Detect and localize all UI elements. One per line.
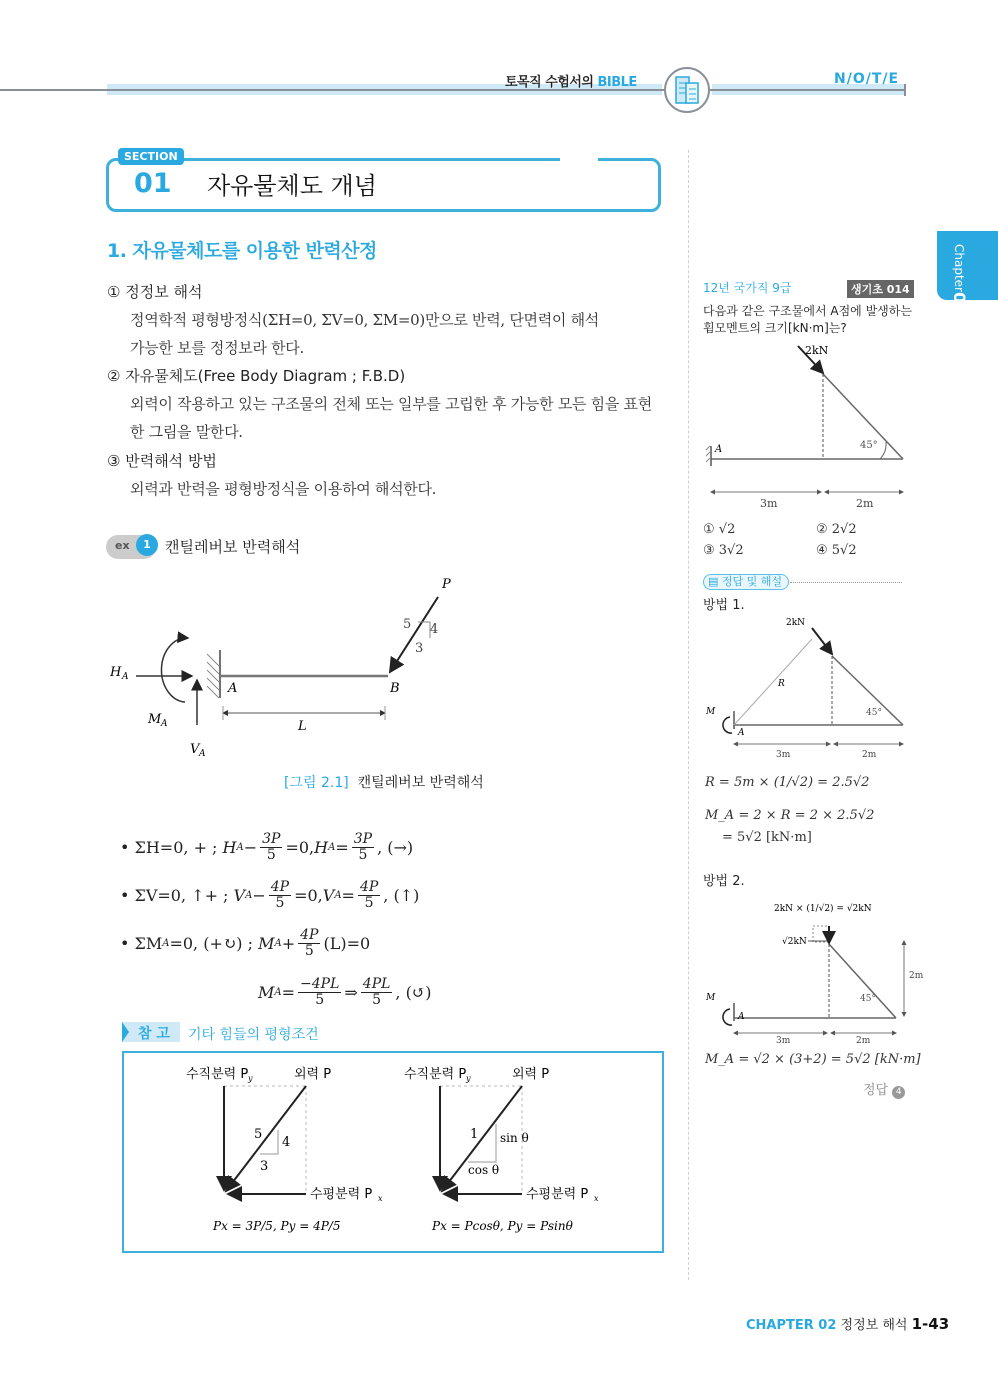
q-dim2: 2m (856, 497, 874, 510)
item-2-line-2: 한 그림을 말한다. (130, 423, 243, 441)
example-label: ex (115, 539, 130, 552)
m2-line: M_A = √2 × (3+2) = 5√2 [kN·m] (705, 1052, 921, 1067)
question-figure (700, 342, 915, 512)
page-footer (746, 1314, 949, 1333)
m1-a: A (738, 728, 745, 738)
eq1-dir: , (→) (377, 838, 414, 858)
q-a-label: A (715, 444, 723, 455)
m1-dim1: 3m (776, 750, 791, 760)
equation-sum-h: • ΣH=0, + ; H A − $\frac{3P}{5}$ =0, H A = $\frac{3P}{5}$ , (→) (120, 831, 414, 864)
m1-dim2: 2m (862, 750, 877, 760)
eq4-arrow: ⇒ (344, 983, 358, 1003)
eq4-num: −4PL (300, 976, 340, 992)
ref-right-formula: Px = Pcosθ, Py = Psinθ (432, 1219, 573, 1233)
q-angle-label: 45° (860, 440, 878, 451)
eq1-lead: • ΣH=0, (120, 838, 189, 858)
reference-right-diagram (396, 1058, 656, 1248)
eq2-lhs2: V (322, 886, 335, 906)
moment-arrow (723, 717, 732, 733)
reference-tag: 참 고 (138, 1026, 170, 1042)
answer (863, 1079, 905, 1099)
header-title-prefix: 토목직 수험서의 (505, 75, 594, 90)
header-title (505, 71, 637, 90)
footer-title: 정정보 해석 (840, 1318, 908, 1333)
label-ma-sub: A (161, 719, 168, 729)
question-code: 생기초 014 (847, 280, 914, 298)
eq4-num2: 4PL (362, 976, 391, 992)
eq3-sub: A (162, 938, 170, 950)
column-divider (688, 150, 689, 1280)
ref-left-h: 3 (260, 1159, 269, 1174)
eq4-den2: 5 (372, 992, 382, 1009)
r-line (734, 639, 812, 725)
m2-dim2: 2m (856, 1036, 871, 1046)
page-number: 1-43 (911, 1315, 950, 1333)
ma-arrow (161, 638, 188, 702)
eq3-lead: • ΣM (120, 934, 163, 954)
p-arrow (226, 1086, 306, 1191)
eq2-num2: 4P (359, 879, 379, 895)
option-4[interactable]: ④ 5√2 (816, 543, 857, 558)
p-label: 외력 P (294, 1067, 332, 1082)
eq4-den: 5 (315, 992, 325, 1009)
eq2-den2: 5 (364, 895, 374, 912)
eq1-minus: − (243, 838, 258, 858)
m2-a: A (738, 1012, 745, 1022)
eq1-eq0: =0, (285, 838, 315, 858)
footer-chapter: CHAPTER 02 (746, 1318, 837, 1333)
px-sub-2: x (594, 1194, 599, 1203)
section-number: 01 (134, 168, 172, 199)
eq4-eqs: = (281, 983, 296, 1003)
m1-load: 2kN (786, 618, 806, 628)
item-3-line-1: 외력과 반력을 평형방정식을 이용하여 해석한다. (130, 480, 437, 498)
reference-left-diagram (180, 1058, 420, 1248)
m1-line-3: = 5√2 [kN·m] (722, 830, 812, 845)
eq2-sign: ↑+ ; (191, 886, 229, 906)
option-1[interactable]: ① √2 (703, 522, 736, 537)
section-title: 자유물체도 개념 (207, 172, 377, 200)
ref-left-v: 4 (282, 1135, 291, 1150)
subsection-heading: 1. 자유물체도를 이용한 반력산정 (107, 240, 377, 262)
question-text: 다음과 같은 구조물에서 A점에 발생하는 휨모멘트의 크기[kN·m]는? (703, 304, 912, 335)
m2-dim1: 3m (776, 1036, 791, 1046)
item-1-line-1: 정역학적 평형방정식(ΣH=0, ΣV=0, ΣM=0)만으로 반력, 단면력이 해석 (130, 311, 599, 329)
label-b: B (390, 681, 400, 696)
section-box (106, 158, 661, 212)
eq1-num2: 3P (353, 831, 373, 847)
example-number: 1 (136, 534, 158, 556)
px-label: 수평분력 P (310, 1187, 373, 1202)
eq1-den2: 5 (358, 847, 368, 864)
label-va: V (190, 742, 200, 757)
solution-tag (703, 574, 789, 590)
solution-dotted-rule (790, 582, 902, 583)
eq4-dir: , (↺) (395, 983, 432, 1003)
question-source: 12년 국가직 9급 (703, 281, 792, 295)
eq3-den: 5 (304, 943, 314, 960)
label-4: 4 (430, 622, 439, 637)
label-ha-sub: A (122, 672, 129, 682)
equation-sum-m: • ΣM A =0, (+↻) ; M A + $\frac{4P}{5}$ (L)=0 (120, 927, 371, 960)
label-3: 3 (415, 641, 424, 656)
eq2-num: 4P (270, 879, 290, 895)
eq2-lhs: V (233, 886, 246, 906)
eq1-lhs2: H (314, 838, 329, 858)
document-icon: ▤ (708, 575, 719, 588)
px-label-2: 수평분력 P (526, 1187, 589, 1202)
ref-right-h: cos θ (468, 1163, 500, 1177)
option-3[interactable]: ③ 3√2 (703, 543, 744, 558)
label-a: A (228, 681, 238, 696)
m1-line-2: M_A = 2 × R = 2 × 2.5√2 (705, 808, 875, 823)
eq3-lhs: M (258, 934, 275, 954)
header-rule-end (904, 84, 906, 96)
cantilever-figure (110, 570, 470, 760)
px-sub: x (378, 1194, 383, 1203)
eq2-minus: − (252, 886, 266, 906)
eq3-plus: + (281, 934, 296, 954)
m2-dimv: 2m (909, 971, 924, 981)
chapter-tab-text (950, 244, 967, 314)
p-label-2: 외력 P (512, 1067, 550, 1082)
eq3-mid: =0, (169, 934, 199, 954)
eq2-eq0: =0, (294, 886, 323, 906)
py-label-2: 수직분력 P (404, 1067, 467, 1082)
method-2-figure (700, 893, 930, 1048)
eq1-sign: + ; (193, 838, 218, 858)
building-icon (664, 67, 710, 113)
eq2-eqs: = (341, 886, 355, 906)
m1-m: M (706, 707, 716, 717)
py-label: 수직분력 P (186, 1067, 249, 1082)
label-l: L (298, 719, 307, 734)
m1-line-1: R = 5m × (1/√2) = 2.5√2 (705, 775, 870, 790)
eq2-lead: • ΣV=0, (120, 886, 187, 906)
eq3-sign: (+↻) ; (203, 934, 253, 954)
chapter-tab[interactable] (937, 231, 998, 300)
chapter-tab-number: 02 (949, 291, 969, 315)
header-rule (0, 89, 905, 91)
eq3-tail: (L)=0 (323, 934, 371, 954)
header-brand: BIBLE (597, 75, 637, 90)
figure-caption-text: 캔틸레버보 반력해석 (357, 775, 484, 791)
reference-title: 기타 힘들의 평형조건 (188, 1027, 319, 1043)
section-box-gap (560, 150, 598, 164)
eq1-den: 5 (266, 847, 276, 864)
example-title: 캔틸레버보 반력해석 (165, 538, 301, 556)
eq1-num: 3P (262, 831, 281, 847)
q-load-label: 2kN (805, 344, 829, 357)
wall-hatch (207, 650, 220, 698)
ref-right-hyp: 1 (470, 1127, 479, 1142)
equation-sum-v: • ΣV=0, ↑+ ; V A − $\frac{4P}{5}$ =0, V A = $\frac{4P}{5}$ , (↑) (120, 879, 420, 912)
m2-comp: √2kN (782, 937, 807, 947)
eq2-den: 5 (275, 895, 285, 912)
label-ma: M (148, 712, 162, 727)
label-5: 5 (403, 617, 412, 632)
eq3-num: 4P (300, 927, 319, 943)
item-3-title: ③ 반력해석 방법 (107, 452, 217, 470)
m2-calc: 2kN × (1/√2) = √2kN (774, 904, 872, 914)
py-sub-2: y (466, 1074, 471, 1083)
chapter-tab-label: Chapter (951, 244, 966, 292)
equation-ma-result: M A = $\frac{-4PL}{5}$ ⇒ $\frac{4PL}{5}$ , (↺) (258, 976, 432, 1009)
ref-left-formula: Px = 3P/5, Py = 4P/5 (213, 1219, 341, 1233)
eq4-lhs: M (258, 983, 275, 1003)
method-1-title: 방법 1. (703, 598, 745, 613)
method-2-title: 방법 2. (703, 874, 745, 889)
eq2-dir: , (↑) (383, 886, 420, 906)
item-1-line-2: 가능한 보를 정정보라 한다. (130, 339, 304, 357)
item-1-title: ① 정정보 해석 (107, 283, 203, 301)
method-1-figure (700, 612, 915, 762)
m2-m: M (706, 993, 716, 1003)
answer-label: 정답 (863, 1083, 889, 1098)
item-2-title: ② 자유물체도(Free Body Diagram ; F.B.D) (107, 367, 406, 385)
eq1-eqs: = (335, 838, 349, 858)
py-sub: y (248, 1074, 253, 1083)
answer-number: 4 (892, 1086, 905, 1099)
section-tag: SECTION (118, 148, 184, 165)
figure-caption-number: [그림 2.1] (284, 775, 349, 791)
ref-right-v: sin θ (500, 1131, 529, 1145)
solution-tag-label: 정답 및 해설 (721, 575, 783, 588)
option-2[interactable]: ② 2√2 (816, 522, 857, 537)
m1-r: R (778, 679, 785, 689)
ref-left-hyp: 5 (254, 1127, 263, 1142)
m2-angle: 45° (860, 994, 876, 1004)
eq1-lhs: H (222, 838, 237, 858)
m1-angle: 45° (866, 708, 882, 718)
label-va-sub: A (199, 749, 206, 759)
q-dim1: 3m (760, 497, 778, 510)
reference-arrow-icon (122, 1022, 129, 1042)
figure-caption (284, 772, 484, 792)
label-ha: H (110, 665, 122, 680)
item-2-line-1: 외력이 작용하고 있는 구조물의 전체 또는 일부를 고립한 후 가능한 모든 힘을 표현 (130, 395, 652, 413)
header-note: N/O/T/E (834, 71, 900, 87)
label-p: P (442, 577, 451, 592)
